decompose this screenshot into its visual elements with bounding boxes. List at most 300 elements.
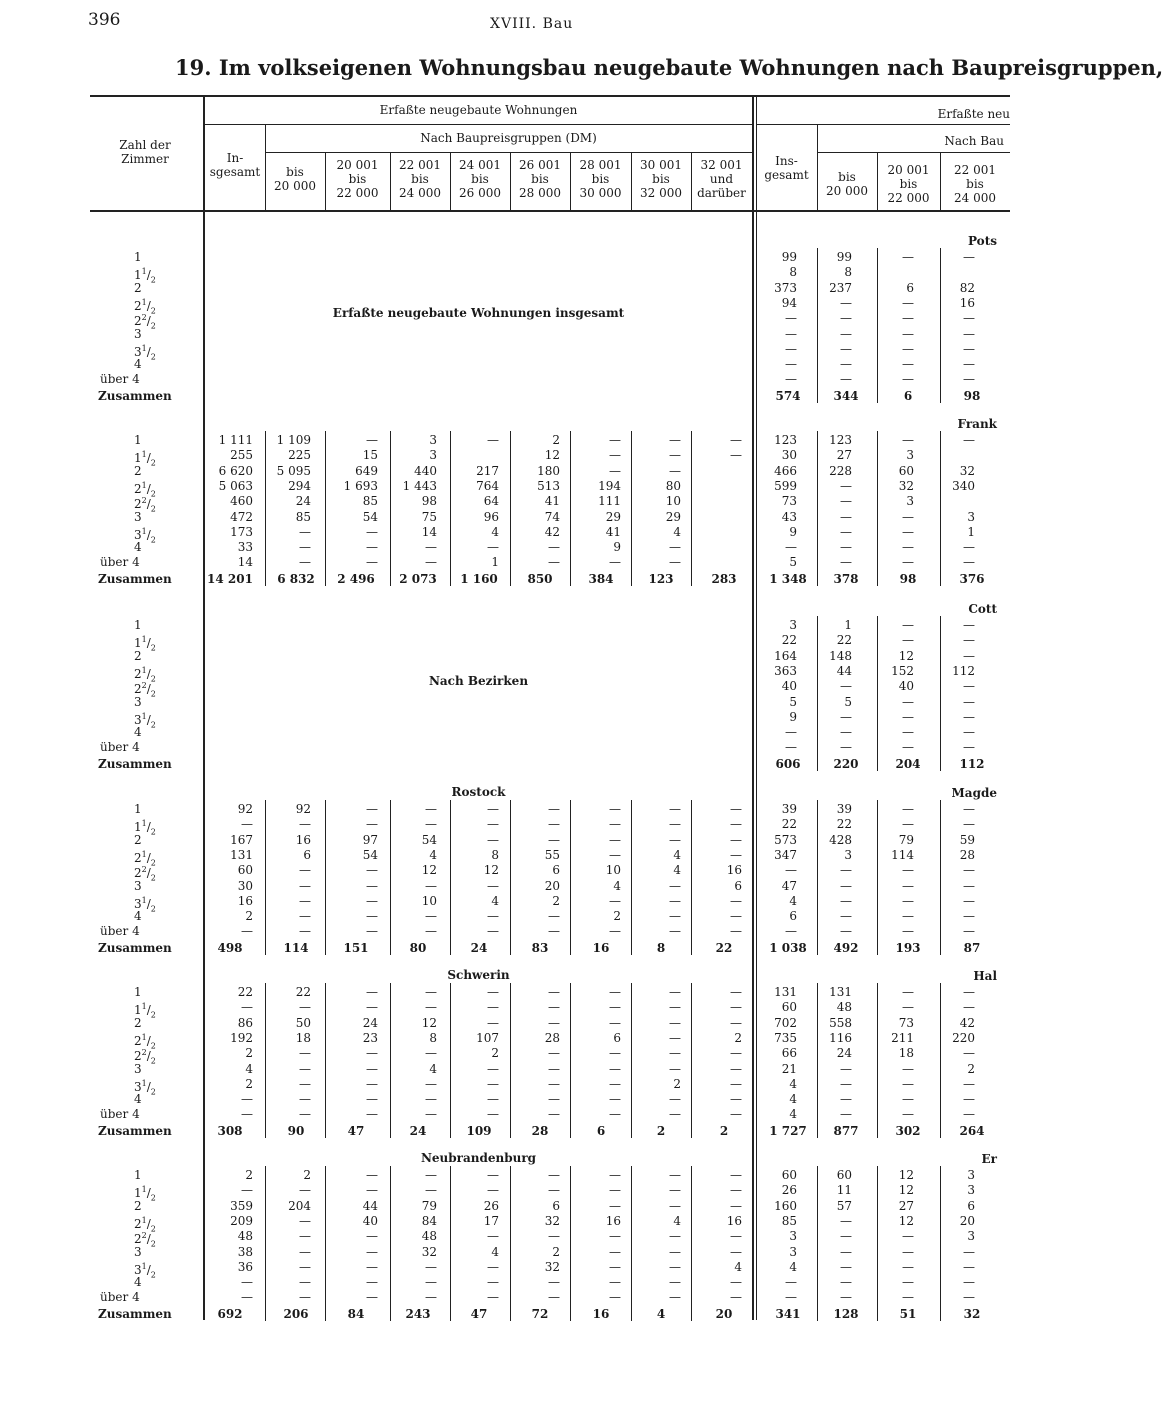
data-cell: — [669, 832, 681, 847]
data-cell-right: — [902, 357, 914, 372]
price-group-header: 22 000 [336, 186, 379, 200]
data-cell: — [425, 540, 437, 555]
data-cell-right: 702 [774, 1015, 797, 1030]
price-group-header: 28 000 [519, 186, 561, 200]
data-cell: — [299, 1275, 311, 1290]
data-cell: — [366, 555, 378, 570]
data-cell-right: — [963, 863, 975, 878]
total-cell-right: 1 038 [769, 941, 807, 955]
data-cell-right: 123 [829, 433, 852, 447]
header-rule-1 [205, 124, 752, 125]
data-cell: — [669, 1198, 681, 1213]
data-cell: — [730, 1015, 742, 1030]
data-cell-right: 8 [789, 265, 797, 280]
row-label: $2^2/_2$ [134, 496, 156, 514]
data-cell: — [299, 1000, 311, 1015]
price-group-header: 30 001 [640, 158, 682, 172]
data-cell: — [730, 1290, 742, 1305]
data-cell-right: — [963, 694, 975, 709]
column-rule [325, 983, 326, 1138]
data-cell-right: 5 [789, 555, 797, 570]
data-cell: 440 [414, 463, 437, 478]
data-cell: 111 [598, 494, 621, 509]
data-cell: 48 [237, 1229, 253, 1244]
total-cell: 850 [527, 572, 553, 586]
data-cell: — [548, 909, 560, 924]
price-group-header-right: bis [838, 170, 856, 184]
total-cell-right: 376 [959, 572, 985, 586]
data-cell-right: — [840, 509, 852, 524]
total-label: Zusammen [98, 1124, 172, 1138]
data-cell: 255 [230, 448, 253, 463]
insgesamt-header: sgesamt [209, 165, 261, 179]
data-cell-right: 3 [967, 1229, 975, 1244]
data-cell: — [366, 1244, 378, 1259]
price-group-header: 26 001 [519, 158, 561, 172]
data-cell: — [669, 1061, 681, 1076]
data-cell-right: — [840, 494, 852, 509]
data-cell-right: — [963, 1000, 975, 1015]
data-cell-right: 3 [906, 448, 914, 463]
data-cell: — [548, 1290, 560, 1305]
price-group-header-right: bis [966, 177, 984, 191]
row-label: $1^1/_2$ [134, 267, 156, 285]
price-group-header: bis [652, 172, 670, 186]
data-cell-right: — [902, 893, 914, 908]
data-cell-right: 22 [836, 817, 852, 832]
data-cell: — [669, 1168, 681, 1182]
data-cell-right: 22 [836, 633, 852, 648]
data-cell-right: 60 [836, 1168, 852, 1182]
data-cell: 10 [605, 863, 621, 878]
data-cell-right: 4 [789, 893, 797, 908]
data-cell: — [299, 1076, 311, 1091]
data-cell: 50 [295, 1015, 311, 1030]
region-label-right: Er [981, 1152, 997, 1166]
data-cell-right: 131 [774, 985, 797, 999]
data-cell-right: 32 [959, 463, 975, 478]
data-cell-right: 599 [774, 478, 797, 493]
data-cell: 217 [476, 463, 499, 478]
data-cell-right: 79 [898, 832, 914, 847]
row-label: $2^1/_2$ [134, 480, 156, 499]
data-cell: — [366, 540, 378, 555]
price-group-header: bis [591, 172, 610, 186]
region-label-left: Rostock [451, 785, 506, 799]
data-cell: — [669, 1259, 681, 1274]
data-cell-right: — [785, 740, 797, 755]
total-cell: 384 [588, 572, 614, 586]
data-cell: 10 [421, 893, 437, 908]
data-cell-right: — [840, 326, 852, 341]
column-rule-right [940, 1166, 941, 1321]
data-cell: — [425, 878, 437, 893]
data-cell-right: — [963, 1244, 975, 1259]
data-cell-right: — [840, 709, 852, 724]
data-cell: — [299, 555, 311, 570]
data-cell: — [241, 924, 253, 939]
data-cell: — [609, 1092, 621, 1107]
data-cell: 9 [613, 540, 621, 555]
data-cell: — [548, 1275, 560, 1290]
data-cell-right: 123 [774, 433, 797, 447]
data-cell-right: — [963, 1275, 975, 1290]
data-cell: 5 063 [218, 478, 253, 493]
column-rule [570, 1166, 571, 1321]
data-cell: — [730, 924, 742, 939]
column-rule-right [940, 983, 941, 1138]
region-label-right: Pots [967, 234, 997, 248]
data-cell: — [669, 463, 681, 478]
data-cell: 4 [491, 524, 499, 539]
region-label-right: Magde [951, 786, 997, 800]
data-cell: — [669, 893, 681, 908]
data-cell-right: — [963, 341, 975, 356]
data-cell: — [669, 1229, 681, 1244]
data-cell: 40 [362, 1213, 378, 1228]
data-cell: — [609, 555, 621, 570]
total-cell: 114 [283, 941, 309, 955]
data-cell-right: — [840, 679, 852, 694]
total-label: Zusammen [98, 1307, 172, 1321]
data-cell: 12 [483, 863, 499, 878]
data-cell: — [730, 802, 742, 816]
data-cell: 359 [230, 1198, 253, 1213]
data-cell: 4 [429, 847, 437, 862]
data-cell: 98 [421, 494, 437, 509]
total-cell: 14 201 [207, 572, 253, 586]
data-cell: — [730, 1229, 742, 1244]
data-cell: 6 [734, 878, 742, 893]
column-rule-right [817, 248, 818, 403]
data-cell: 4 [245, 1061, 253, 1076]
data-cell: 3 [429, 448, 437, 463]
total-cell-right: 220 [833, 757, 859, 771]
data-cell-right: — [840, 1061, 852, 1076]
data-cell-right: 1 [967, 524, 975, 539]
row-label: 4 [134, 1092, 142, 1107]
data-cell: — [487, 1015, 499, 1030]
data-cell-right: — [902, 633, 914, 648]
data-cell: 8 [429, 1030, 437, 1045]
page-number: 396 [88, 10, 121, 30]
total-label: Zusammen [98, 389, 172, 403]
data-cell-right: — [840, 1290, 852, 1305]
data-cell: 167 [230, 832, 253, 847]
data-cell: — [425, 1107, 437, 1122]
data-cell-right: 6 [906, 280, 914, 295]
row-label: über 4 [100, 372, 140, 387]
data-cell: — [487, 1275, 499, 1290]
data-cell: — [366, 1092, 378, 1107]
data-cell-right: 131 [829, 985, 852, 999]
data-cell-right: 85 [781, 1213, 797, 1228]
data-cell: 22 [295, 985, 311, 999]
data-cell-right: 347 [774, 847, 797, 862]
data-cell-right: — [963, 1290, 975, 1305]
total-cell: 206 [283, 1307, 309, 1321]
data-cell: — [487, 832, 499, 847]
data-cell: — [730, 832, 742, 847]
data-cell: — [609, 1290, 621, 1305]
total-cell-right: 492 [833, 941, 859, 955]
data-cell-right: 6 [789, 909, 797, 924]
data-cell-right: — [902, 740, 914, 755]
total-cell-right: 1 348 [769, 572, 807, 586]
data-cell: 173 [230, 524, 253, 539]
data-cell-right: 73 [898, 1015, 914, 1030]
data-cell: — [548, 1076, 560, 1091]
data-cell: 24 [362, 1015, 378, 1030]
data-cell: — [548, 1107, 560, 1122]
data-cell-right: 9 [789, 524, 797, 539]
data-cell: 96 [483, 509, 499, 524]
data-cell-right: 237 [829, 280, 852, 295]
price-group-header: 20 000 [274, 179, 316, 193]
data-cell: — [669, 1183, 681, 1198]
data-cell-right: — [902, 1092, 914, 1107]
total-cell: 283 [711, 572, 737, 586]
column-rule [631, 983, 632, 1138]
price-group-header: 20 001 [336, 158, 379, 172]
data-cell: — [299, 1107, 311, 1122]
data-cell-right: — [840, 1092, 852, 1107]
data-cell-right: — [840, 295, 852, 310]
data-cell: 472 [230, 509, 253, 524]
data-cell-right: — [963, 555, 975, 570]
price-group-header-right: 22 001 [954, 163, 996, 177]
data-cell-right: 30 [781, 448, 797, 463]
data-cell: — [669, 540, 681, 555]
data-cell-right: — [902, 694, 914, 709]
data-cell-right: 43 [781, 509, 797, 524]
price-group-header-right: 20 000 [826, 184, 868, 198]
data-cell: — [487, 1061, 499, 1076]
data-cell-right: — [902, 924, 914, 939]
data-cell: — [299, 540, 311, 555]
data-cell: — [609, 985, 621, 999]
data-cell: — [366, 1076, 378, 1091]
data-cell-right: — [902, 326, 914, 341]
data-cell: 8 [491, 847, 499, 862]
insgesamt-header-right: gesamt [764, 168, 809, 182]
column-rule [691, 800, 692, 955]
total-cell: 16 [592, 941, 610, 955]
row-label: 4 [134, 540, 142, 555]
data-cell: 16 [295, 832, 311, 847]
data-cell-right: 6 [967, 1198, 975, 1213]
data-cell: — [299, 893, 311, 908]
data-cell-right: — [840, 1259, 852, 1274]
data-cell-right: 22 [781, 817, 797, 832]
column-rule [265, 983, 266, 1138]
data-cell: 97 [362, 832, 378, 847]
group-header-right: Erfaßte neu [937, 107, 1010, 121]
data-cell: — [609, 1076, 621, 1091]
data-cell-right: — [963, 633, 975, 648]
data-cell: 41 [544, 494, 560, 509]
data-cell-right: — [963, 878, 975, 893]
column-rule [390, 800, 391, 955]
column-rule [390, 431, 391, 586]
column-rule-right [877, 983, 878, 1138]
data-cell: 6 620 [218, 463, 253, 478]
data-cell: — [730, 1198, 742, 1213]
row-label: 1 [134, 433, 142, 447]
data-cell-right: — [840, 1229, 852, 1244]
data-cell: — [299, 1046, 311, 1061]
data-cell: — [425, 924, 437, 939]
total-cell: 47 [347, 1124, 365, 1138]
data-cell: 2 [552, 1244, 560, 1259]
data-cell-right: — [902, 1275, 914, 1290]
total-cell: 80 [409, 941, 427, 955]
row-label: über 4 [100, 1107, 140, 1122]
column-rule [631, 431, 632, 586]
data-cell: 209 [230, 1213, 253, 1228]
column-rule [631, 1166, 632, 1321]
total-cell: 123 [648, 572, 674, 586]
total-cell: 83 [531, 941, 549, 955]
data-cell: 38 [237, 1244, 253, 1259]
data-cell: — [366, 1107, 378, 1122]
data-cell: 16 [726, 1213, 742, 1228]
total-cell: 151 [343, 941, 369, 955]
row-label: 2 [134, 832, 142, 847]
data-cell: — [548, 1183, 560, 1198]
row-label: 3 [134, 1061, 142, 1076]
data-cell-right: — [902, 1244, 914, 1259]
data-cell: — [366, 1000, 378, 1015]
row-label: $2^1/_2$ [134, 849, 156, 868]
header-rule-1b [756, 124, 1010, 125]
data-cell-right: — [963, 433, 975, 447]
row-label: 1 [134, 985, 142, 999]
data-cell-right: 57 [836, 1198, 852, 1213]
price-group-header-right: 24 000 [954, 191, 996, 205]
data-cell: 2 [734, 1030, 742, 1045]
data-cell-right: 48 [836, 1000, 852, 1015]
row-label: 1 [134, 1168, 142, 1182]
data-cell: 2 [491, 1046, 499, 1061]
data-cell: — [299, 1244, 311, 1259]
data-cell-right: — [785, 311, 797, 326]
data-cell: — [730, 985, 742, 999]
data-cell: — [609, 448, 621, 463]
data-cell-right: — [902, 295, 914, 310]
price-group-header: 24 000 [399, 186, 441, 200]
data-cell-right: 3 [789, 1244, 797, 1259]
data-cell: — [487, 1259, 499, 1274]
total-cell: 308 [217, 1124, 243, 1138]
data-cell-right: — [963, 311, 975, 326]
data-cell: 513 [537, 478, 560, 493]
row-label: $3^1/_2$ [134, 1261, 156, 1280]
data-cell: 1 109 [276, 433, 311, 447]
data-cell: 30 [237, 878, 253, 893]
data-cell-right: 211 [891, 1030, 914, 1045]
data-cell-right: — [963, 1092, 975, 1107]
data-cell: 2 [613, 909, 621, 924]
data-cell: 180 [537, 463, 560, 478]
total-cell-right: 1 727 [769, 1124, 807, 1138]
data-cell: 4 [673, 863, 681, 878]
data-cell: — [609, 463, 621, 478]
row-label: $3^1/_2$ [134, 1078, 156, 1097]
data-cell: — [548, 1168, 560, 1182]
data-cell-right: 39 [836, 802, 852, 816]
row-label: 2 [134, 463, 142, 478]
data-cell: 1 [491, 555, 499, 570]
data-cell: — [241, 1183, 253, 1198]
total-cell: 2 [719, 1124, 729, 1138]
data-cell: — [609, 1000, 621, 1015]
data-cell: — [669, 1244, 681, 1259]
data-cell: — [609, 1259, 621, 1274]
data-cell: — [425, 1183, 437, 1198]
data-cell: — [425, 1275, 437, 1290]
data-cell: — [730, 847, 742, 862]
column-rule-right [817, 431, 818, 586]
data-cell: — [299, 1183, 311, 1198]
data-cell: 41 [605, 524, 621, 539]
row-label: $1^1/_2$ [134, 819, 156, 837]
column-rule-right [877, 800, 878, 955]
column-rule-right [817, 1166, 818, 1321]
data-cell-right: — [785, 1290, 797, 1305]
data-cell: — [669, 802, 681, 816]
data-cell: — [487, 1107, 499, 1122]
data-cell: — [609, 1168, 621, 1182]
data-cell: 23 [362, 1030, 378, 1045]
data-cell: — [548, 985, 560, 999]
data-cell-right: 558 [829, 1015, 852, 1030]
data-cell-right: — [902, 985, 914, 999]
total-label: Zusammen [98, 757, 172, 771]
price-group-header: 22 001 [399, 158, 441, 172]
data-cell: — [487, 1290, 499, 1305]
row-label: über 4 [100, 1290, 140, 1305]
price-group-header: 32 000 [640, 186, 682, 200]
data-cell: 20 [544, 878, 560, 893]
data-cell-right: 363 [774, 663, 797, 678]
data-cell: — [730, 817, 742, 832]
column-rule [265, 1166, 266, 1321]
region-label-left: Schwerin [447, 968, 510, 982]
data-cell: — [366, 1275, 378, 1290]
data-cell-right: — [840, 311, 852, 326]
data-cell-right: 1 [844, 618, 852, 632]
data-cell: — [730, 1183, 742, 1198]
row-label: $3^1/_2$ [134, 895, 156, 914]
row-label: 2 [134, 1015, 142, 1030]
price-group-header-right: 20 001 [887, 163, 930, 177]
data-cell-right: 160 [774, 1198, 797, 1213]
data-cell: — [366, 1046, 378, 1061]
data-cell-right: 82 [959, 280, 975, 295]
data-cell: 4 [673, 847, 681, 862]
price-group-header: bis [531, 172, 549, 186]
row-label: $2^1/_2$ [134, 1032, 156, 1051]
total-cell: 2 [656, 1124, 666, 1138]
data-cell-right: 66 [781, 1046, 797, 1061]
row-label: $1^1/_2$ [134, 450, 156, 468]
data-cell-right: 340 [952, 478, 975, 493]
data-cell: 4 [613, 878, 621, 893]
data-cell: — [669, 433, 681, 447]
data-cell-right: — [785, 357, 797, 372]
data-cell: — [730, 1244, 742, 1259]
